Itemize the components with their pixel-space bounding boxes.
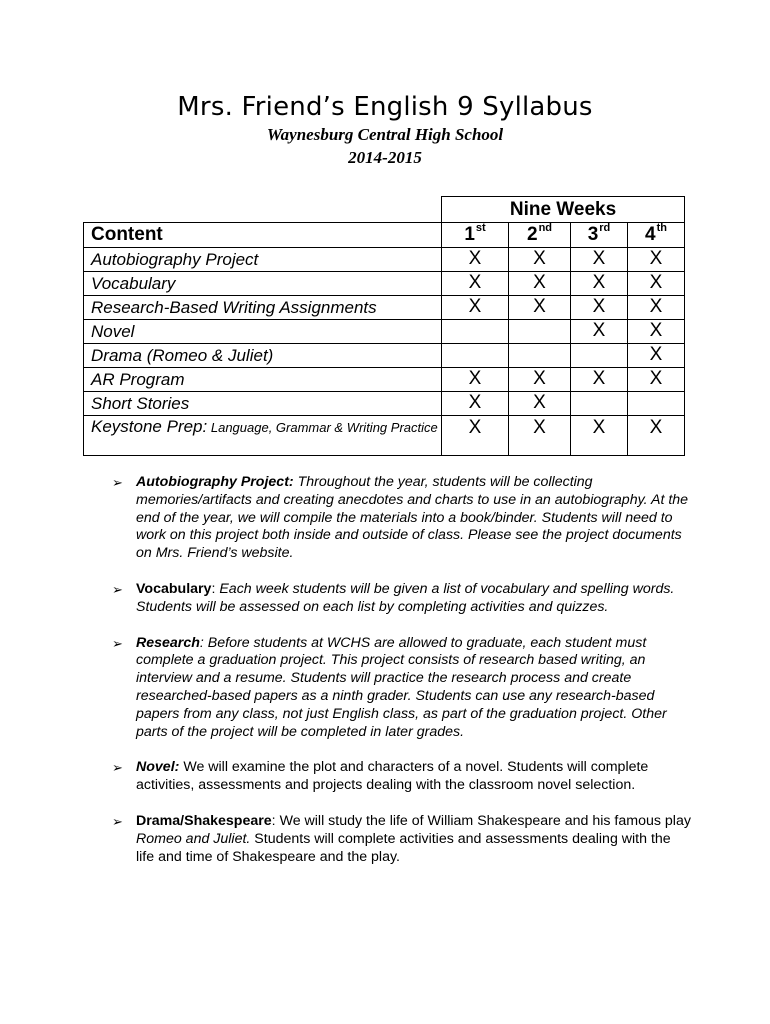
- content-header: Content: [84, 223, 442, 248]
- content-schedule-table: [83, 196, 685, 456]
- quarter-3-mark: X: [571, 416, 628, 456]
- quarter-1-mark: X: [442, 296, 509, 320]
- quarter-4-mark: X: [628, 416, 685, 456]
- content-item: Autobiography Project: [84, 248, 442, 272]
- quarter-4-mark: X: [628, 248, 685, 272]
- table-row: [84, 296, 685, 320]
- quarter-2-mark: X: [509, 416, 571, 456]
- quarter-4-mark: X: [628, 344, 685, 368]
- quarter-1-mark: [442, 320, 509, 344]
- page-title: Mrs. Friend’s English 9 Syllabus: [177, 92, 593, 122]
- bullet-text: We will study the life of William Shakespeare and his famous play: [279, 812, 691, 829]
- table-row: [84, 392, 685, 416]
- table-blank-cell: [84, 197, 442, 223]
- quarter-2-mark: X: [509, 248, 571, 272]
- quarter-3-mark: [571, 392, 628, 416]
- quarter-3-mark: X: [571, 368, 628, 392]
- table-row: [84, 248, 685, 272]
- bullet-lead: Vocabulary: [136, 580, 212, 597]
- description-bullet: [112, 759, 692, 795]
- quarter-3-mark: X: [571, 248, 628, 272]
- nine-weeks-header: Nine Weeks: [442, 197, 685, 223]
- content-item: Keystone Prep: Language, Grammar & Writing Practice: [84, 416, 442, 456]
- quarter-4-mark: [628, 392, 685, 416]
- bullet-arrow-icon: ➢: [112, 635, 123, 651]
- quarter-1-mark: X: [442, 416, 509, 456]
- quarter-2-mark: [509, 320, 571, 344]
- table-row: [84, 344, 685, 368]
- quarter-1-mark: X: [442, 248, 509, 272]
- bullet-arrow-icon: ➢: [112, 760, 123, 776]
- bullet-text: Students will complete activities and assessments dealing with the life and time of Shakespeare and the play.: [136, 830, 671, 865]
- quarter-3-mark: [571, 344, 628, 368]
- content-item: Vocabulary: [84, 272, 442, 296]
- description-bullet: [112, 635, 692, 742]
- quarter-2-mark: X: [509, 368, 571, 392]
- bullet-text: Throughout the year, students will be collecting memories/artifacts and creating anecdotes and charts to use in an autobiography. At the end of the year, we will compile the materials into a book/binder. Students will need to work on this project both inside and outside of class. Please see the project documents on Mrs. Friend’s website.: [136, 474, 689, 562]
- course-descriptions: [112, 474, 692, 884]
- quarter-2-mark: X: [509, 296, 571, 320]
- quarter-2-mark: X: [509, 272, 571, 296]
- bullet-lead: Autobiography Project:: [136, 474, 294, 490]
- description-bullet: [112, 581, 692, 617]
- bullet-arrow-icon: ➢: [112, 475, 123, 490]
- bullet-text: Before students at WCHS are allowed to graduate, each student must complete a graduation project. This project consists of research based writing, an interview and a resume. Students will practice the research process and create researched-based papers as a ninth grader. Students can use any research-based papers from any class, not just English class, as part of the graduation project. Other parts of the project will be completed in later grades.: [136, 634, 667, 740]
- table-header-row: [84, 223, 685, 248]
- content-item: Short Stories: [84, 392, 442, 416]
- school-year: 2014-2015: [348, 148, 422, 167]
- quarter-1-mark: X: [442, 272, 509, 296]
- quarter-2-mark: X: [509, 392, 571, 416]
- quarter-4-mark: X: [628, 320, 685, 344]
- content-item: AR Program: [84, 368, 442, 392]
- description-bullet: [112, 813, 692, 866]
- quarter-1-mark: [442, 344, 509, 368]
- bullet-colon: :: [271, 812, 276, 829]
- school-name: Waynesburg Central High School: [266, 125, 504, 144]
- table-row: [84, 416, 685, 456]
- quarter-4-mark: X: [628, 368, 685, 392]
- quarter-3-mark: X: [571, 296, 628, 320]
- bullet-lead: Novel:: [136, 759, 180, 776]
- content-item: Research-Based Writing Assignments: [84, 296, 442, 320]
- table-row: [84, 320, 685, 344]
- bullet-arrow-icon: ➢: [112, 581, 123, 597]
- content-item: Drama (Romeo & Juliet): [84, 344, 442, 368]
- play-title: Romeo and Juliet.: [136, 830, 251, 847]
- bullet-lead: Drama/Shakespeare: [136, 812, 272, 829]
- quarter-3-mark: X: [571, 320, 628, 344]
- bullet-arrow-icon: ➢: [112, 813, 123, 829]
- quarter-1-mark: X: [442, 392, 509, 416]
- quarter-2-mark: [509, 344, 571, 368]
- quarter-1-mark: X: [442, 368, 509, 392]
- content-item: Novel: [84, 320, 442, 344]
- bullet-text: We will examine the plot and characters of a novel. Students will complete activities, assessments and projects dealing with the classroom novel selection.: [136, 759, 649, 794]
- quarter-1-header: 1st: [442, 223, 509, 248]
- bullet-lead: Research: [136, 634, 200, 651]
- quarter-4-header: 4th: [628, 223, 685, 248]
- table-row: [84, 368, 685, 392]
- quarter-4-mark: X: [628, 272, 685, 296]
- quarter-3-mark: X: [571, 272, 628, 296]
- quarter-2-header: 2nd: [509, 223, 571, 248]
- quarter-4-mark: X: [628, 296, 685, 320]
- bullet-colon: :: [211, 580, 216, 597]
- table-group-header-row: [84, 197, 685, 223]
- table-row: [84, 272, 685, 296]
- bullet-text: Each week students will be given a list of vocabulary and spelling words. Students will be assessed on each list by completing activities and quizzes.: [136, 580, 675, 615]
- quarter-3-header: 3rd: [571, 223, 628, 248]
- bullet-colon: :: [199, 634, 204, 651]
- description-bullet: [112, 474, 692, 563]
